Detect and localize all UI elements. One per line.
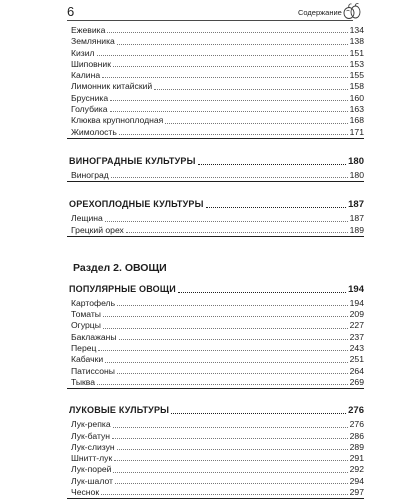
- dot-leader: [119, 338, 348, 340]
- group-heading-page: 194: [348, 283, 364, 295]
- dot-leader: [97, 54, 348, 56]
- toc-entries: [67, 298, 364, 389]
- entry-page-number: 209: [349, 309, 364, 320]
- entry-page-number: 289: [349, 441, 364, 452]
- toc-entry[interactable]: [67, 431, 364, 442]
- dot-leader: [105, 361, 348, 363]
- toc-entry[interactable]: [67, 213, 364, 224]
- toc-entry[interactable]: [67, 442, 364, 453]
- toc-entry[interactable]: [67, 309, 364, 320]
- dot-leader: [165, 122, 347, 124]
- toc-entry[interactable]: [67, 487, 364, 498]
- dot-leader: [154, 88, 347, 90]
- toc-entry[interactable]: [67, 115, 364, 126]
- entry-page-number: 138: [349, 36, 364, 47]
- dot-leader: [110, 99, 348, 101]
- dot-leader: [103, 315, 348, 317]
- spacer: [67, 389, 364, 404]
- vegetables-logo-icon: [342, 2, 362, 20]
- dot-leader: [103, 327, 348, 329]
- toc-entry[interactable]: [67, 70, 364, 81]
- toc-entry[interactable]: [67, 332, 364, 343]
- entry-page-number: 227: [349, 320, 364, 331]
- group-heading-label: ПОПУЛЯРНЫЕ ОВОЩИ: [69, 283, 176, 294]
- entry-page-number: 286: [349, 430, 364, 441]
- dot-leader: [102, 76, 348, 78]
- entry-label: Виноград: [71, 169, 109, 180]
- toc-group: [67, 404, 364, 499]
- toc-entry[interactable]: [67, 170, 364, 181]
- entry-page-number: 237: [349, 331, 364, 342]
- entry-label: Ежевика: [71, 25, 106, 35]
- dot-leader: [117, 304, 348, 306]
- toc-entry[interactable]: [67, 476, 364, 487]
- spacer: [67, 237, 364, 261]
- spacer: [67, 139, 364, 155]
- dot-leader: [115, 482, 348, 484]
- entry-page-number: 158: [349, 81, 364, 92]
- entry-label: Земляника: [71, 36, 115, 47]
- dot-leader: [98, 349, 347, 351]
- toc-entry[interactable]: [67, 104, 364, 115]
- entry-label: Шиповник: [71, 58, 111, 69]
- toc-entry[interactable]: [67, 36, 364, 47]
- toc-entries: [67, 213, 364, 237]
- entry-label: Жимолость: [71, 126, 117, 137]
- entry-page-number: 292: [349, 464, 364, 475]
- toc-entries: [67, 170, 364, 182]
- toc-entry[interactable]: [67, 354, 364, 365]
- entry-page-number: 269: [349, 376, 364, 387]
- entry-label: Лещина: [71, 213, 103, 224]
- entry-page-number: 187: [349, 213, 364, 224]
- header-rule: [67, 20, 353, 21]
- toc-group: [67, 25, 364, 139]
- entry-page-number: 276: [349, 419, 364, 430]
- toc-entry[interactable]: [67, 81, 364, 92]
- entry-label: Перец: [71, 343, 97, 354]
- spacer: [67, 182, 364, 198]
- toc-entry[interactable]: [67, 320, 364, 331]
- entry-page-number: 291: [349, 453, 364, 464]
- dot-leader: [206, 206, 347, 208]
- entry-page-number: 294: [349, 475, 364, 486]
- dot-leader: [114, 459, 347, 461]
- entry-label: Тыква: [71, 376, 96, 387]
- toc-entry[interactable]: [67, 225, 364, 236]
- toc-entry[interactable]: [67, 93, 364, 104]
- entry-page-number: 160: [349, 92, 364, 103]
- entry-label: Голубика: [71, 104, 108, 115]
- toc-entry[interactable]: [67, 59, 364, 70]
- entry-page-number: 180: [349, 169, 364, 180]
- dot-leader: [101, 493, 348, 495]
- entry-page-number: 134: [349, 25, 364, 35]
- entry-label: Лук-репка: [71, 419, 111, 430]
- entry-page-number: 155: [349, 70, 364, 81]
- dot-leader: [117, 448, 348, 450]
- entry-label: Огурцы: [71, 320, 101, 331]
- toc-entry[interactable]: [67, 25, 364, 36]
- entry-label: Лук-порей: [71, 464, 112, 475]
- dot-leader: [107, 31, 347, 33]
- entry-page-number: 189: [349, 224, 364, 235]
- toc-group-heading[interactable]: [67, 198, 364, 211]
- entry-label: Калина: [71, 70, 101, 81]
- entry-page-number: 171: [349, 126, 364, 137]
- dot-leader: [97, 383, 348, 385]
- group-heading-label: ВИНОГРАДНЫЕ КУЛЬТУРЫ: [69, 155, 196, 166]
- entry-page-number: 168: [349, 115, 364, 126]
- toc-group-heading[interactable]: [67, 404, 364, 417]
- toc-entry[interactable]: [67, 366, 364, 377]
- toc-group-heading[interactable]: [67, 283, 364, 296]
- entry-label: Клюква крупноплодная: [71, 115, 164, 126]
- toc-entries: [67, 419, 364, 499]
- entry-label: Брусника: [71, 92, 109, 103]
- dot-leader: [198, 163, 347, 165]
- entry-label: Картофель: [71, 297, 116, 308]
- entry-label: Кизил: [71, 47, 95, 58]
- dot-leader: [105, 220, 348, 222]
- toc-group: [67, 198, 364, 237]
- dot-leader: [178, 291, 346, 293]
- dot-leader: [112, 437, 348, 439]
- entry-label: Лук-батун: [71, 430, 111, 441]
- entry-page-number: 153: [349, 58, 364, 69]
- dot-leader: [117, 43, 348, 45]
- toc-entry[interactable]: [67, 377, 364, 388]
- dot-leader: [113, 65, 348, 67]
- group-heading-label: ЛУКОВЫЕ КУЛЬТУРЫ: [69, 405, 170, 416]
- dot-leader: [126, 231, 348, 233]
- toc-entry[interactable]: [67, 419, 364, 430]
- dot-leader: [117, 372, 348, 374]
- entry-label: Лимонник китайский: [71, 81, 153, 92]
- group-heading-page: 187: [348, 199, 364, 211]
- toc-group: [67, 283, 364, 389]
- toc-entry[interactable]: [67, 453, 364, 464]
- toc-entry[interactable]: [67, 127, 364, 138]
- dot-leader: [110, 110, 348, 112]
- toc-entries: [67, 25, 364, 139]
- group-heading-label: ОРЕХОПЛОДНЫЕ КУЛЬТУРЫ: [69, 199, 204, 210]
- dot-leader: [113, 471, 347, 473]
- entry-label: Патиссоны: [71, 365, 115, 376]
- group-heading-page: 276: [348, 405, 364, 417]
- spacer: [67, 275, 364, 283]
- dot-leader: [119, 133, 348, 135]
- entry-page-number: 163: [349, 104, 364, 115]
- group-heading-page: 180: [348, 155, 364, 167]
- entry-page-number: 243: [349, 343, 364, 354]
- toc-entry[interactable]: [67, 48, 364, 59]
- table-of-contents: [67, 25, 364, 499]
- entry-label: Шнитт-лук: [71, 453, 113, 464]
- dot-leader: [113, 426, 348, 428]
- toc-entry[interactable]: [67, 343, 364, 354]
- entry-page-number: 151: [349, 47, 364, 58]
- dot-leader: [111, 176, 348, 178]
- toc-entry[interactable]: [67, 464, 364, 475]
- page-number: 6: [67, 4, 75, 19]
- entry-label: Чеснок: [71, 487, 100, 498]
- entry-label: Грецкий орех: [71, 224, 124, 235]
- toc-entry[interactable]: [67, 298, 364, 309]
- entry-label: Кабачки: [71, 354, 104, 365]
- toc-group: [67, 155, 364, 182]
- dot-leader: [171, 412, 346, 414]
- entry-page-number: 251: [349, 354, 364, 365]
- running-header-title: Содержание: [298, 8, 342, 17]
- entry-label: Лук-слизун: [71, 441, 115, 452]
- entry-label: Лук-шалот: [71, 475, 113, 486]
- entry-label: Томаты: [71, 309, 101, 320]
- entry-label: Баклажаны: [71, 331, 117, 342]
- entry-page-number: 297: [349, 487, 364, 498]
- toc-group-heading[interactable]: [67, 155, 364, 168]
- section-title[interactable]: Раздел 2. ОВОЩИ: [73, 261, 167, 274]
- entry-page-number: 194: [349, 297, 364, 308]
- entry-page-number: 264: [349, 365, 364, 376]
